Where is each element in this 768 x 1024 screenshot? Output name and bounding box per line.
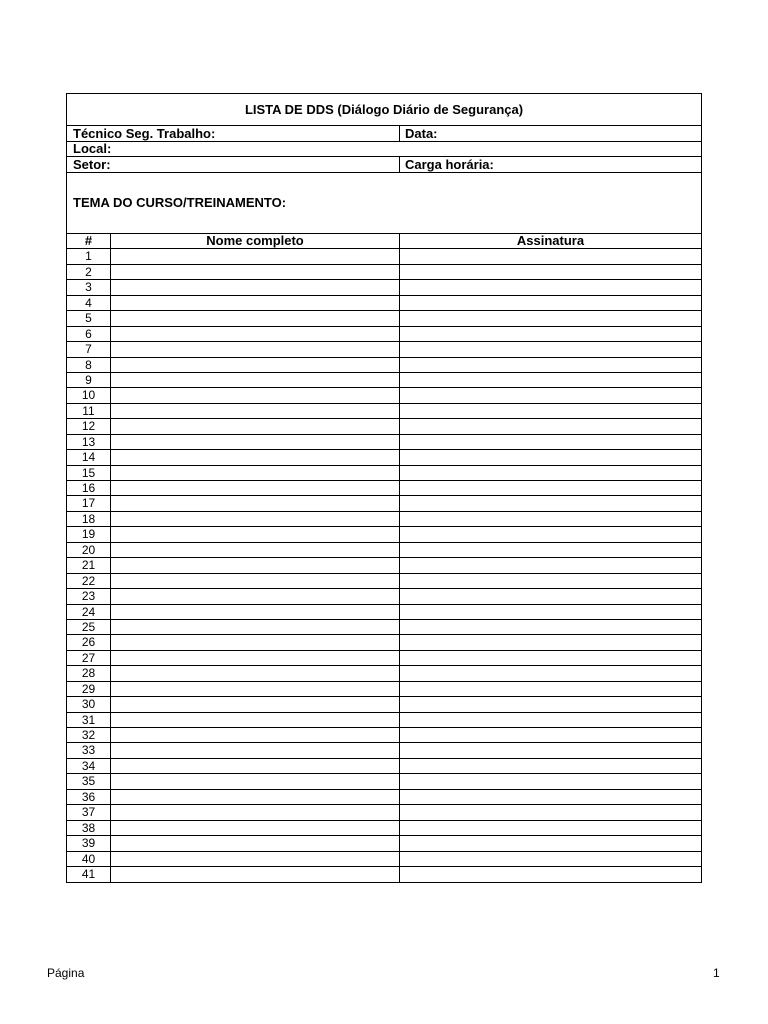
- row-number: 19: [67, 527, 111, 541]
- name-cell[interactable]: [111, 404, 400, 418]
- table-header-row: [67, 234, 701, 249]
- signature-cell[interactable]: [400, 821, 701, 835]
- row-number: 21: [67, 558, 111, 572]
- tecnico-data-row: [67, 126, 701, 142]
- name-cell[interactable]: [111, 419, 400, 433]
- signature-cell[interactable]: [400, 558, 701, 572]
- table-row: [67, 342, 701, 357]
- table-row: [67, 481, 701, 496]
- row-number: 41: [67, 867, 111, 882]
- form-title: LISTA DE DDS (Diálogo Diário de Segurança): [67, 94, 701, 126]
- signature-cell[interactable]: [400, 512, 701, 526]
- row-number: 27: [67, 651, 111, 665]
- table-row: [67, 713, 701, 728]
- signature-cell[interactable]: [400, 743, 701, 757]
- signature-cell[interactable]: [400, 527, 701, 541]
- signature-cell[interactable]: [400, 496, 701, 510]
- row-number: 31: [67, 713, 111, 727]
- row-number: 26: [67, 635, 111, 649]
- signature-cell[interactable]: [400, 311, 701, 325]
- signature-cell[interactable]: [400, 867, 701, 882]
- row-number: 33: [67, 743, 111, 757]
- row-number: 39: [67, 836, 111, 850]
- table-row: [67, 790, 701, 805]
- name-cell[interactable]: [111, 790, 400, 804]
- table-row: [67, 296, 701, 311]
- name-cell[interactable]: [111, 512, 400, 526]
- signature-cell[interactable]: [400, 605, 701, 619]
- row-number: 5: [67, 311, 111, 325]
- signature-cell[interactable]: [400, 543, 701, 557]
- table-row: [67, 512, 701, 527]
- name-cell[interactable]: [111, 759, 400, 773]
- table-row: [67, 805, 701, 820]
- table-row: [67, 450, 701, 465]
- row-number: 36: [67, 790, 111, 804]
- signature-cell[interactable]: [400, 620, 701, 634]
- table-row: [67, 249, 701, 264]
- signature-cell[interactable]: [400, 759, 701, 773]
- name-cell[interactable]: [111, 805, 400, 819]
- tecnico-field[interactable]: Técnico Seg. Trabalho:: [67, 126, 400, 141]
- signature-cell[interactable]: [400, 280, 701, 294]
- name-cell[interactable]: [111, 327, 400, 341]
- name-cell[interactable]: [111, 713, 400, 727]
- signature-cell[interactable]: [400, 713, 701, 727]
- signature-cell[interactable]: [400, 388, 701, 402]
- name-cell[interactable]: [111, 496, 400, 510]
- row-number: 14: [67, 450, 111, 464]
- dds-form: [66, 93, 702, 883]
- table-row: [67, 358, 701, 373]
- table-row: [67, 466, 701, 481]
- table-row: [67, 388, 701, 403]
- data-field[interactable]: Data:: [405, 126, 438, 141]
- attendance-table: [67, 234, 701, 882]
- table-row: [67, 265, 701, 280]
- signature-cell[interactable]: [400, 666, 701, 680]
- row-number: 11: [67, 404, 111, 418]
- row-number: 38: [67, 821, 111, 835]
- name-cell[interactable]: [111, 358, 400, 372]
- row-number: 16: [67, 481, 111, 495]
- header-name: Nome completo: [111, 234, 400, 248]
- table-row: [67, 605, 701, 620]
- table-row: [67, 651, 701, 666]
- row-number: 30: [67, 697, 111, 711]
- signature-cell[interactable]: [400, 435, 701, 449]
- table-row: [67, 743, 701, 758]
- signature-cell[interactable]: [400, 805, 701, 819]
- name-cell[interactable]: [111, 743, 400, 757]
- name-cell[interactable]: [111, 635, 400, 649]
- table-row: [67, 589, 701, 604]
- signature-cell[interactable]: [400, 574, 701, 588]
- name-cell[interactable]: [111, 867, 400, 882]
- name-cell[interactable]: [111, 543, 400, 557]
- name-cell[interactable]: [111, 605, 400, 619]
- signature-cell[interactable]: [400, 373, 701, 387]
- row-number: 22: [67, 574, 111, 588]
- table-row: [67, 836, 701, 851]
- signature-cell[interactable]: [400, 481, 701, 495]
- name-cell[interactable]: [111, 651, 400, 665]
- row-number: 29: [67, 682, 111, 696]
- row-number: 32: [67, 728, 111, 742]
- signature-cell[interactable]: [400, 682, 701, 696]
- table-row: [67, 327, 701, 342]
- name-cell[interactable]: [111, 589, 400, 603]
- table-row: [67, 728, 701, 743]
- name-cell[interactable]: [111, 527, 400, 541]
- table-row: [67, 435, 701, 450]
- signature-cell[interactable]: [400, 404, 701, 418]
- signature-cell[interactable]: [400, 697, 701, 711]
- signature-cell[interactable]: [400, 296, 701, 310]
- signature-cell[interactable]: [400, 774, 701, 788]
- table-row: [67, 404, 701, 419]
- signature-cell[interactable]: [400, 651, 701, 665]
- name-cell[interactable]: [111, 296, 400, 310]
- row-number: 28: [67, 666, 111, 680]
- table-row: [67, 635, 701, 650]
- row-number: 13: [67, 435, 111, 449]
- table-row: [67, 620, 701, 635]
- name-cell[interactable]: [111, 697, 400, 711]
- table-row: [67, 373, 701, 388]
- table-row: [67, 774, 701, 789]
- table-row: [67, 280, 701, 295]
- row-number: 9: [67, 373, 111, 387]
- name-cell[interactable]: [111, 558, 400, 572]
- table-row: [67, 697, 701, 712]
- signature-cell[interactable]: [400, 852, 701, 866]
- row-number: 40: [67, 852, 111, 866]
- row-number: 18: [67, 512, 111, 526]
- table-row: [67, 311, 701, 326]
- table-row: [67, 867, 701, 882]
- signature-cell[interactable]: [400, 265, 701, 279]
- row-number: 3: [67, 280, 111, 294]
- footer-page-label: Página: [47, 966, 85, 980]
- signature-cell[interactable]: [400, 342, 701, 356]
- name-cell[interactable]: [111, 481, 400, 495]
- signature-cell[interactable]: [400, 466, 701, 480]
- local-field[interactable]: Local:: [73, 141, 112, 156]
- table-row: [67, 821, 701, 836]
- name-cell[interactable]: [111, 821, 400, 835]
- row-number: 10: [67, 388, 111, 402]
- footer-page-number: 1: [713, 966, 720, 980]
- signature-cell[interactable]: [400, 589, 701, 603]
- name-cell[interactable]: [111, 836, 400, 850]
- row-number: 34: [67, 759, 111, 773]
- name-cell[interactable]: [111, 450, 400, 464]
- name-cell[interactable]: [111, 388, 400, 402]
- name-cell[interactable]: [111, 682, 400, 696]
- name-cell[interactable]: [111, 265, 400, 279]
- signature-cell[interactable]: [400, 836, 701, 850]
- name-cell[interactable]: [111, 373, 400, 387]
- row-number: 25: [67, 620, 111, 634]
- header-num: #: [67, 234, 111, 248]
- signature-cell[interactable]: [400, 450, 701, 464]
- setor-field[interactable]: Setor:: [67, 157, 400, 172]
- row-number: 37: [67, 805, 111, 819]
- row-number: 2: [67, 265, 111, 279]
- table-row: [67, 527, 701, 542]
- name-cell[interactable]: [111, 342, 400, 356]
- table-row: [67, 543, 701, 558]
- name-cell[interactable]: [111, 435, 400, 449]
- row-number: 1: [67, 249, 111, 263]
- signature-cell[interactable]: [400, 249, 701, 263]
- row-number: 6: [67, 327, 111, 341]
- setor-carga-row: [67, 157, 701, 173]
- signature-cell[interactable]: [400, 790, 701, 804]
- signature-cell[interactable]: [400, 358, 701, 372]
- row-number: 4: [67, 296, 111, 310]
- row-number: 8: [67, 358, 111, 372]
- carga-horaria-field[interactable]: Carga horária:: [405, 157, 494, 172]
- local-row: [67, 142, 701, 157]
- row-number: 24: [67, 605, 111, 619]
- name-cell[interactable]: [111, 249, 400, 263]
- row-number: 15: [67, 466, 111, 480]
- row-number: 20: [67, 543, 111, 557]
- signature-cell[interactable]: [400, 635, 701, 649]
- name-cell[interactable]: [111, 574, 400, 588]
- row-number: 35: [67, 774, 111, 788]
- table-row: [67, 666, 701, 681]
- row-number: 23: [67, 589, 111, 603]
- table-row: [67, 574, 701, 589]
- table-row: [67, 682, 701, 697]
- signature-cell[interactable]: [400, 327, 701, 341]
- row-number: 12: [67, 419, 111, 433]
- name-cell[interactable]: [111, 280, 400, 294]
- name-cell[interactable]: [111, 852, 400, 866]
- signature-cell[interactable]: [400, 728, 701, 742]
- table-row: [67, 759, 701, 774]
- signature-cell[interactable]: [400, 419, 701, 433]
- header-signature: Assinatura: [516, 233, 585, 248]
- name-cell[interactable]: [111, 311, 400, 325]
- name-cell[interactable]: [111, 666, 400, 680]
- name-cell[interactable]: [111, 774, 400, 788]
- name-cell[interactable]: [111, 466, 400, 480]
- name-cell[interactable]: [111, 620, 400, 634]
- tema-field[interactable]: TEMA DO CURSO/TREINAMENTO:: [67, 173, 701, 234]
- table-row: [67, 496, 701, 511]
- row-number: 7: [67, 342, 111, 356]
- table-row: [67, 558, 701, 573]
- name-cell[interactable]: [111, 728, 400, 742]
- row-number: 17: [67, 496, 111, 510]
- table-row: [67, 852, 701, 867]
- table-row: [67, 419, 701, 434]
